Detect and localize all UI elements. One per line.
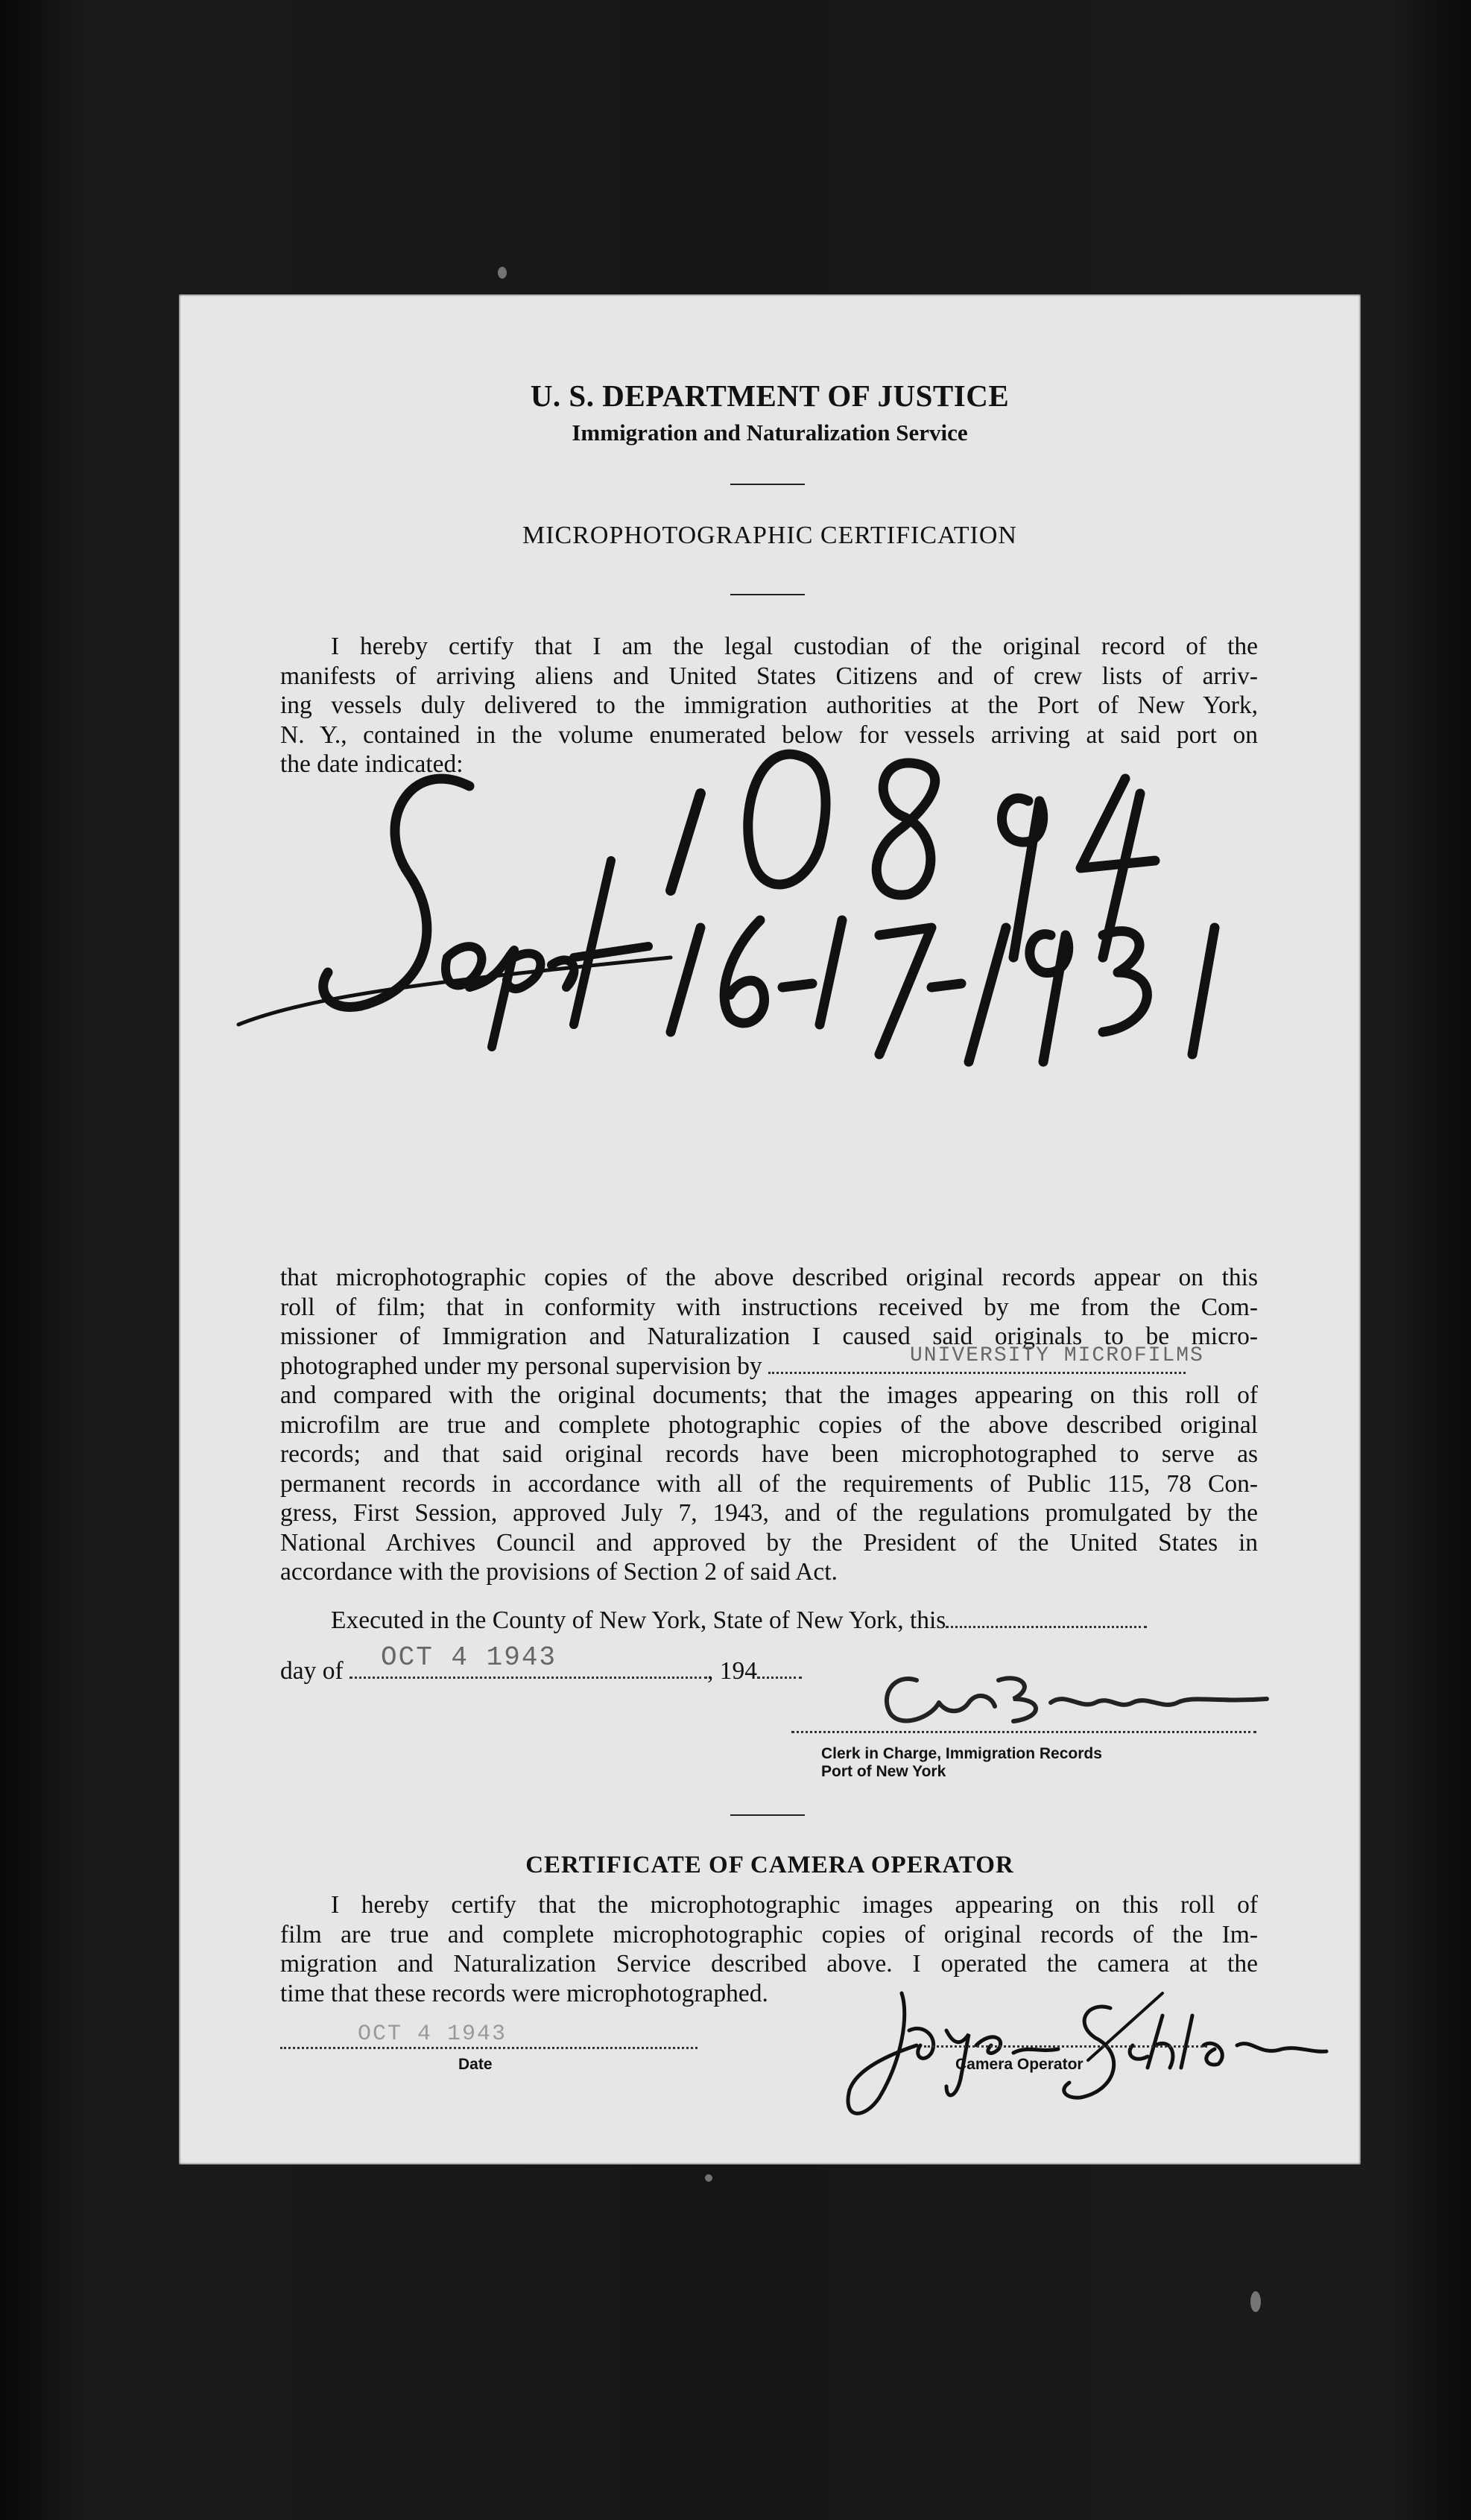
date-line: [280, 2047, 697, 2049]
date-label: Date: [458, 2056, 493, 2073]
filled-blank: [946, 1606, 1147, 1628]
paragraph-line: ing vessels duly delivered to the immigration authorities at the Port of New York,: [280, 691, 1258, 719]
paragraph-line: time that these records were microphotographed.: [280, 1979, 768, 2007]
camera-certificate-title: CERTIFICATE OF CAMERA OPERATOR: [525, 1852, 1014, 1878]
paragraph-line: [280, 1606, 1258, 1636]
stamped-date: OCT 4 1943: [381, 1642, 557, 1673]
supervision-prefix: photographed under my personal supervision by: [280, 1352, 762, 1380]
paragraph-line: I hereby certify that the microphotographic images appearing on this roll of: [331, 1891, 1258, 1919]
operator-line: [924, 2045, 1207, 2048]
paragraph-line: N. Y., contained in the volume enumerated below for vessels arriving at said port on: [280, 721, 1258, 749]
paragraph-line: missioner of Immigration and Naturalization I caused said originals to be micro-: [280, 1323, 1258, 1350]
paragraph-line: records; and that said original records have been microphotographed to serve as: [280, 1440, 1258, 1468]
camera-stamped-date: OCT 4 1943: [358, 2022, 507, 2047]
clerk-title: Clerk in Charge, Immigration Records: [821, 1745, 1102, 1762]
camera-operator-signature: [775, 1971, 1341, 2127]
paragraph-line: that microphotographic copies of the above described original records appear on this: [280, 1264, 1258, 1291]
year-suffix: , 194: [707, 1657, 758, 1685]
paragraph-line: migration and Naturalization Service described above. I operated the camera at the: [280, 1950, 1258, 1978]
paragraph-line: manifests of arriving aliens and United States Citizens and of crew lists of arriv-: [280, 662, 1258, 690]
day-of-label: day of: [280, 1657, 344, 1685]
paragraph-line: permanent records in accordance with all of the requirements of Public 115, 78 Con-: [280, 1469, 1258, 1498]
film-speck: [705, 2174, 712, 2182]
service-subheading: Immigration and Naturalization Service: [572, 420, 968, 446]
department-heading: U. S. DEPARTMENT OF JUSTICE: [530, 379, 1010, 413]
certification-sheet: [179, 294, 1361, 2165]
paragraph-line: roll of film; that in conformity with instructions received by me from the Com-: [280, 1293, 1258, 1321]
paragraph-line: the date indicated:: [280, 750, 464, 778]
paragraph-line: I hereby certify that I am the legal custodian of the original record of the: [331, 633, 1258, 660]
form-title: MICROPHOTOGRAPHIC CERTIFICATION: [522, 522, 1017, 549]
divider: [730, 1814, 805, 1816]
paragraph-line: [280, 1642, 847, 1686]
paragraph-line: gress, First Session, approved July 7, 1943, and of the regulations promulgated by the: [280, 1499, 1258, 1527]
body-paragraph: [280, 1263, 1258, 1587]
paragraph-line: National Archives Council and approved by the President of the United States in: [280, 1528, 1258, 1557]
film-speck: [498, 267, 507, 279]
camera-operator-label: Camera Operator: [955, 2056, 1084, 2073]
filled-blank: [757, 1657, 802, 1679]
film-speck: [1250, 2291, 1261, 2312]
paragraph-line: microfilm are true and complete photographic copies of the above described original: [280, 1411, 1258, 1439]
paragraph-line: film are true and complete microphotographic copies of original records of the Im-: [280, 1920, 1258, 1948]
day-of-line: [280, 1642, 847, 1686]
divider: [730, 484, 805, 485]
execution-clause: [280, 1606, 1258, 1636]
typed-operator-name: UNIVERSITY MICROFILMS: [910, 1343, 1204, 1367]
clerk-signature: [864, 1658, 1282, 1740]
paragraph-line: accordance with the provisions of Section 2 of said Act.: [280, 1558, 838, 1586]
signature-line: [791, 1731, 1256, 1733]
divider: [730, 594, 805, 595]
clerk-port: Port of New York: [821, 1763, 946, 1780]
handwritten-entry: [224, 712, 1341, 1188]
paragraph-line: [280, 1343, 1258, 1381]
paragraph-line: and compared with the original documents; that the images appearing on this roll of: [280, 1381, 1258, 1409]
executed-text: Executed in the County of New York, State of New York, this: [331, 1606, 946, 1634]
